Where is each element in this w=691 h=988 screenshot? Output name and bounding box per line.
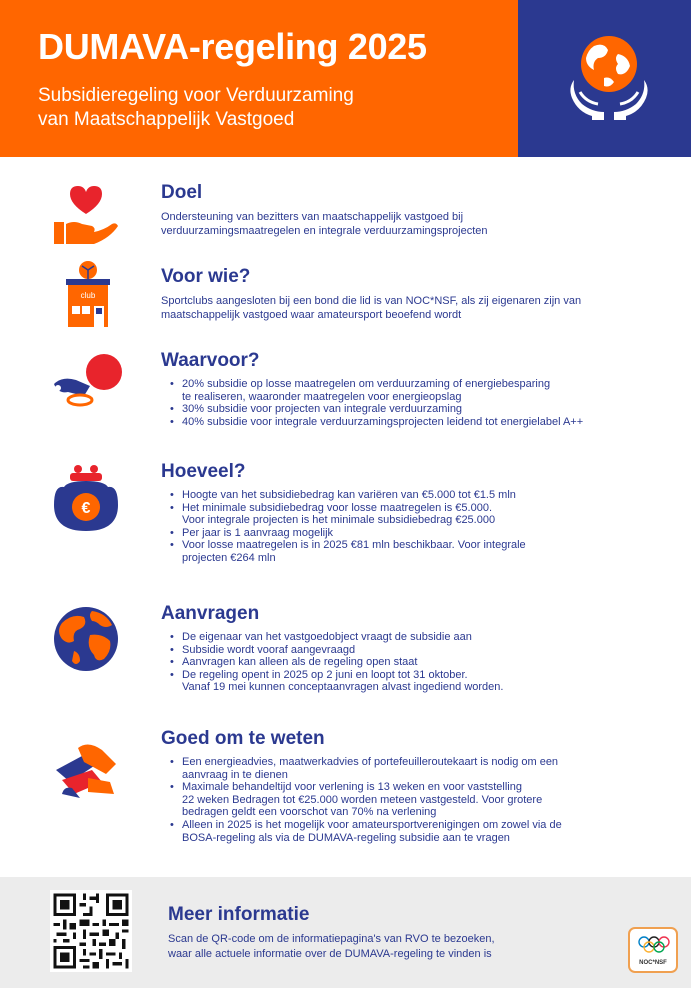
header-orange-panel (0, 0, 518, 157)
text-line: • Per jaar is 1 aanvraag mogelijk (182, 526, 334, 539)
stacked-hands-icon (48, 728, 124, 804)
text-line: • Subsidie wordt vooraf aangevraagd (182, 643, 356, 656)
header (0, 0, 691, 157)
section-title: Aanvragen (161, 603, 260, 624)
list-item (168, 656, 658, 669)
list-item (168, 669, 658, 694)
heart-in-hand-icon (48, 178, 124, 254)
section-voor-wie (0, 266, 691, 336)
list-item (168, 378, 658, 403)
bullet-list (168, 378, 658, 428)
section-title: Voor wie? (161, 266, 251, 287)
list-item (168, 819, 658, 844)
list-item (168, 756, 658, 781)
globe-in-hands-icon (568, 34, 650, 120)
section-text (161, 294, 651, 322)
page-title: DUMAVA-regeling 2025 (38, 26, 427, 67)
section-goed-om-te-weten (0, 728, 691, 858)
section-aanvragen (0, 603, 691, 703)
text-line: • Alleen in 2025 is het mogelijk voor amateursportverenigingen om zowel via de (182, 818, 562, 831)
qr-code-icon[interactable] (50, 890, 132, 972)
text-line: 22 weken Bedragen tot €25.000 worden meteen vastgesteld. Voor grotere (182, 793, 543, 806)
text-line: verduurzamingsmaatregelen en integrale verduurzamingsprojecten (161, 225, 488, 237)
text-line: projecten €264 mln (182, 551, 276, 564)
section-title: Doel (161, 182, 203, 203)
list-item (168, 502, 658, 527)
euro-sign: € (81, 500, 91, 517)
list-item (168, 489, 658, 502)
text-line: • De eigenaar van het vastgoedobject vraagt de subsidie aan (182, 631, 472, 643)
bullet-list (168, 756, 658, 844)
list-item (168, 539, 658, 564)
text-line: • Aanvragen kan alleen als de regeling open staat (182, 656, 418, 669)
text-line: • Maximale behandeltijd voor verlening is 13 weken en voor vaststelling (182, 781, 522, 794)
footer-title: Meer informatie (168, 904, 310, 925)
globe-icon (48, 601, 124, 677)
footer-text (168, 932, 588, 962)
list-item (168, 631, 658, 644)
text-line: • 40% subsidie voor integrale verduurzamingsprojecten leidend tot energielabel A++ (182, 415, 584, 428)
text-line: • De regeling opent in 2025 op 2 juni en loopt tot 31 oktober. (182, 668, 468, 681)
section-title: Goed om te weten (161, 728, 325, 749)
text-line: • Een energieadvies, maatwerkadvies of portefeuilleroutekaart is nodig om een (182, 756, 559, 768)
section-waarvoor (0, 350, 691, 440)
text-line: waar alle actuele informatie over de DUMAVA-regeling te vinden is (168, 948, 492, 960)
subtitle-line: van Maatschappelijk Vastgoed (38, 109, 295, 130)
noc-nsf-label: NOC*NSF (639, 960, 667, 966)
text-line: Scan de QR-code om de informatiepagina's van RVO te bezoeken, (168, 933, 495, 945)
section-hoeveel (0, 461, 691, 581)
page-subtitle (38, 84, 478, 132)
footer (0, 877, 691, 988)
bullet-list (168, 489, 658, 565)
club-building-icon (48, 260, 124, 336)
section-title: Hoeveel? (161, 461, 246, 482)
sport-equipment-icon (48, 350, 124, 426)
list-item (168, 781, 658, 819)
subtitle-line: Subsidieregeling voor Verduurzaming (38, 85, 354, 106)
text-line: • Hoogte van het subsidiebedrag kan variëren van €5.000 tot €1.5 mln (182, 489, 516, 501)
text-line: Voor integrale projecten is het minimale subsidiebedrag €25.000 (182, 514, 496, 527)
list-item (168, 527, 658, 540)
list-item (168, 403, 658, 416)
section-doel (0, 182, 691, 242)
text-line: BOSA-regeling als via de DUMAVA-regeling subsidie aan te vragen (182, 831, 510, 844)
bullet-list (168, 631, 658, 694)
text-line: maatschappelijk vastgoed waar amateursport beoefend wordt (161, 309, 462, 321)
text-line: Sportclubs aangesloten bij een bond die lid is van NOC*NSF, als zij eigenaren zijn van (161, 295, 582, 307)
euro-purse-icon (48, 463, 124, 539)
text-line: • Voor losse maatregelen is in 2025 €81 mln beschikbaar. Voor integrale (182, 539, 526, 552)
list-item (168, 644, 658, 657)
text-line: bedragen geldt een voorschot van 70% na verlening (182, 806, 437, 819)
club-sign-text: club (80, 291, 96, 300)
noc-nsf-logo (628, 927, 678, 973)
list-item (168, 416, 658, 429)
text-line: Vanaf 19 mei kunnen conceptaanvragen alvast ingediend worden. (182, 681, 504, 694)
text-line: te realiseren, waaronder maatregelen voor energieopslag (182, 390, 462, 403)
text-line: • 30% subsidie voor projecten van integrale verduurzaming (182, 403, 463, 416)
section-title: Waarvoor? (161, 350, 260, 371)
olympic-rings-icon (637, 936, 671, 954)
text-line: Ondersteuning van bezitters van maatschappelijk vastgoed bij (161, 211, 464, 223)
text-line: • 20% subsidie op losse maatregelen om verduurzaming of energiebesparing (182, 378, 551, 390)
text-line: aanvraag in te dienen (182, 768, 288, 781)
text-line: • Het minimale subsidiebedrag voor losse maatregelen is €5.000. (182, 501, 493, 514)
section-text (161, 210, 651, 238)
